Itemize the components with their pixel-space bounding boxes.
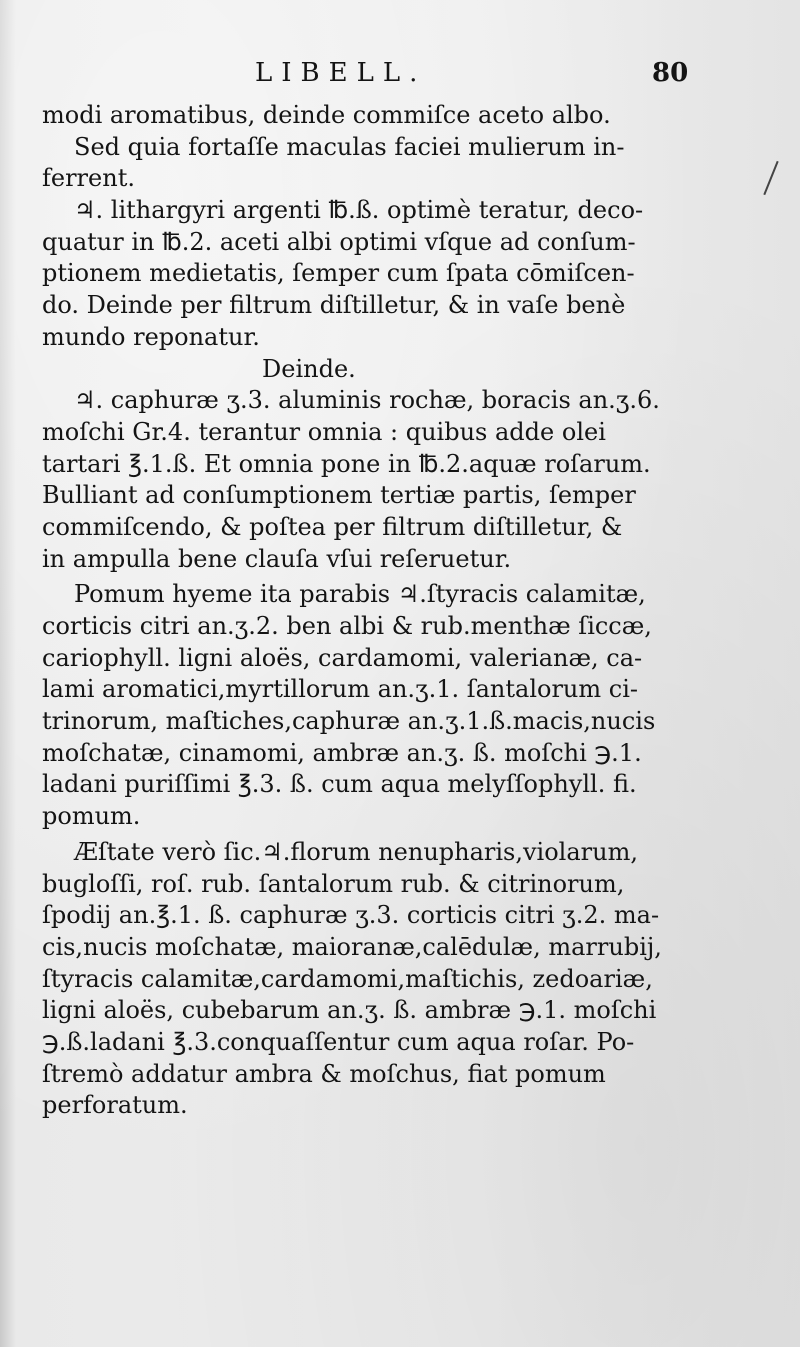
text-line: cariophyll. ligni aloës, cardamomi, valerianæ, ca-	[42, 643, 643, 672]
margin-mark	[763, 161, 778, 195]
page-header	[0, 52, 800, 92]
text-line: ſtyracis calamitæ,cardamomi,maſtichis, zedoariæ,	[42, 964, 653, 993]
text-line: do. Deinde per filtrum diſtilletur, & in vaſe benè	[42, 291, 626, 320]
text-line: ♃. lithargyri argenti ℔.ß. optimè teratur, deco-	[74, 196, 644, 225]
page-number: 80	[652, 58, 689, 88]
text-line: moſchi Gr.4. terantur omnia : quibus adde olei	[42, 417, 606, 446]
text-line: ſtremò addatur ambra & moſchus, fiat pomum	[42, 1059, 606, 1088]
text-line: bugloſſi, roſ. rub. ſantalorum rub. & citrinorum,	[42, 869, 625, 898]
text-line: perforatum.	[42, 1091, 188, 1120]
text-line: pomum.	[42, 802, 141, 831]
text-line: ℈.ß.ladani ℥.3.conquaſſentur cum aqua roſar. Po-	[42, 1027, 635, 1056]
text-line: lami aromatici,myrtillorum an.ʒ.1. ſantalorum ci-	[42, 675, 639, 704]
text-line: commiſcendo, & poſtea per filtrum diſtilletur, &	[42, 512, 623, 541]
section-heading: Deinde.	[262, 354, 356, 383]
text-line: ſpodij an.℥.1. ß. caphuræ ʒ.3. corticis citri ʒ.2. ma-	[42, 901, 660, 930]
text-line: Sed quia fortaſſe maculas faciei mulierum in-	[74, 132, 625, 161]
body-text	[42, 100, 712, 1122]
text-line: quatur in ℔.2. aceti albi optimi vſque ad conſum-	[42, 227, 636, 256]
text-line: in ampulla bene clauſa vſui reſeruetur.	[42, 544, 512, 573]
running-head: LIBELL.	[255, 58, 427, 88]
text-line: ferrent.	[42, 164, 135, 193]
text-line: ladani puriſſimi ℥.3. ß. cum aqua melyſſophyll. fi.	[42, 770, 637, 799]
text-line: tartari ℥.1.ß. Et omnia pone in ℔.2.aquæ roſarum.	[42, 449, 651, 478]
text-line: ligni aloës, cubebarum an.ʒ. ß. ambræ ℈.1. moſchi	[42, 996, 657, 1025]
text-line: Æſtate verò ſic.♃.florum nenupharis,violarum,	[74, 837, 638, 866]
text-line: cis,nucis moſchatæ, maioranæ,calēdulæ, marrubij,	[42, 932, 662, 961]
text-line: trinorum, maſtiches,caphuræ an.ʒ.1.ß.macis,nucis	[42, 707, 656, 736]
text-line: mundo reponatur.	[42, 322, 260, 351]
text-line: Pomum hyeme ita parabis ♃.ſtyracis calamitæ,	[74, 580, 646, 609]
text-line: Bulliant ad conſumptionem tertiæ partis, ſemper	[42, 481, 636, 510]
text-line: ♃. caphuræ ʒ.3. aluminis rochæ, boracis an.ʒ.6.	[74, 386, 660, 415]
text-line: ptionem medietatis, ſemper cum ſpata cōmiſcen-	[42, 259, 635, 288]
text-line: modi aromatibus, deinde commiſce aceto albo.	[42, 101, 611, 129]
text-line: corticis citri an.ʒ.2. ben albi & rub.menthæ ſiccæ,	[42, 612, 652, 640]
text-line: moſchatæ, cinamomi, ambræ an.ʒ. ß. moſchi ℈.1.	[42, 738, 642, 767]
